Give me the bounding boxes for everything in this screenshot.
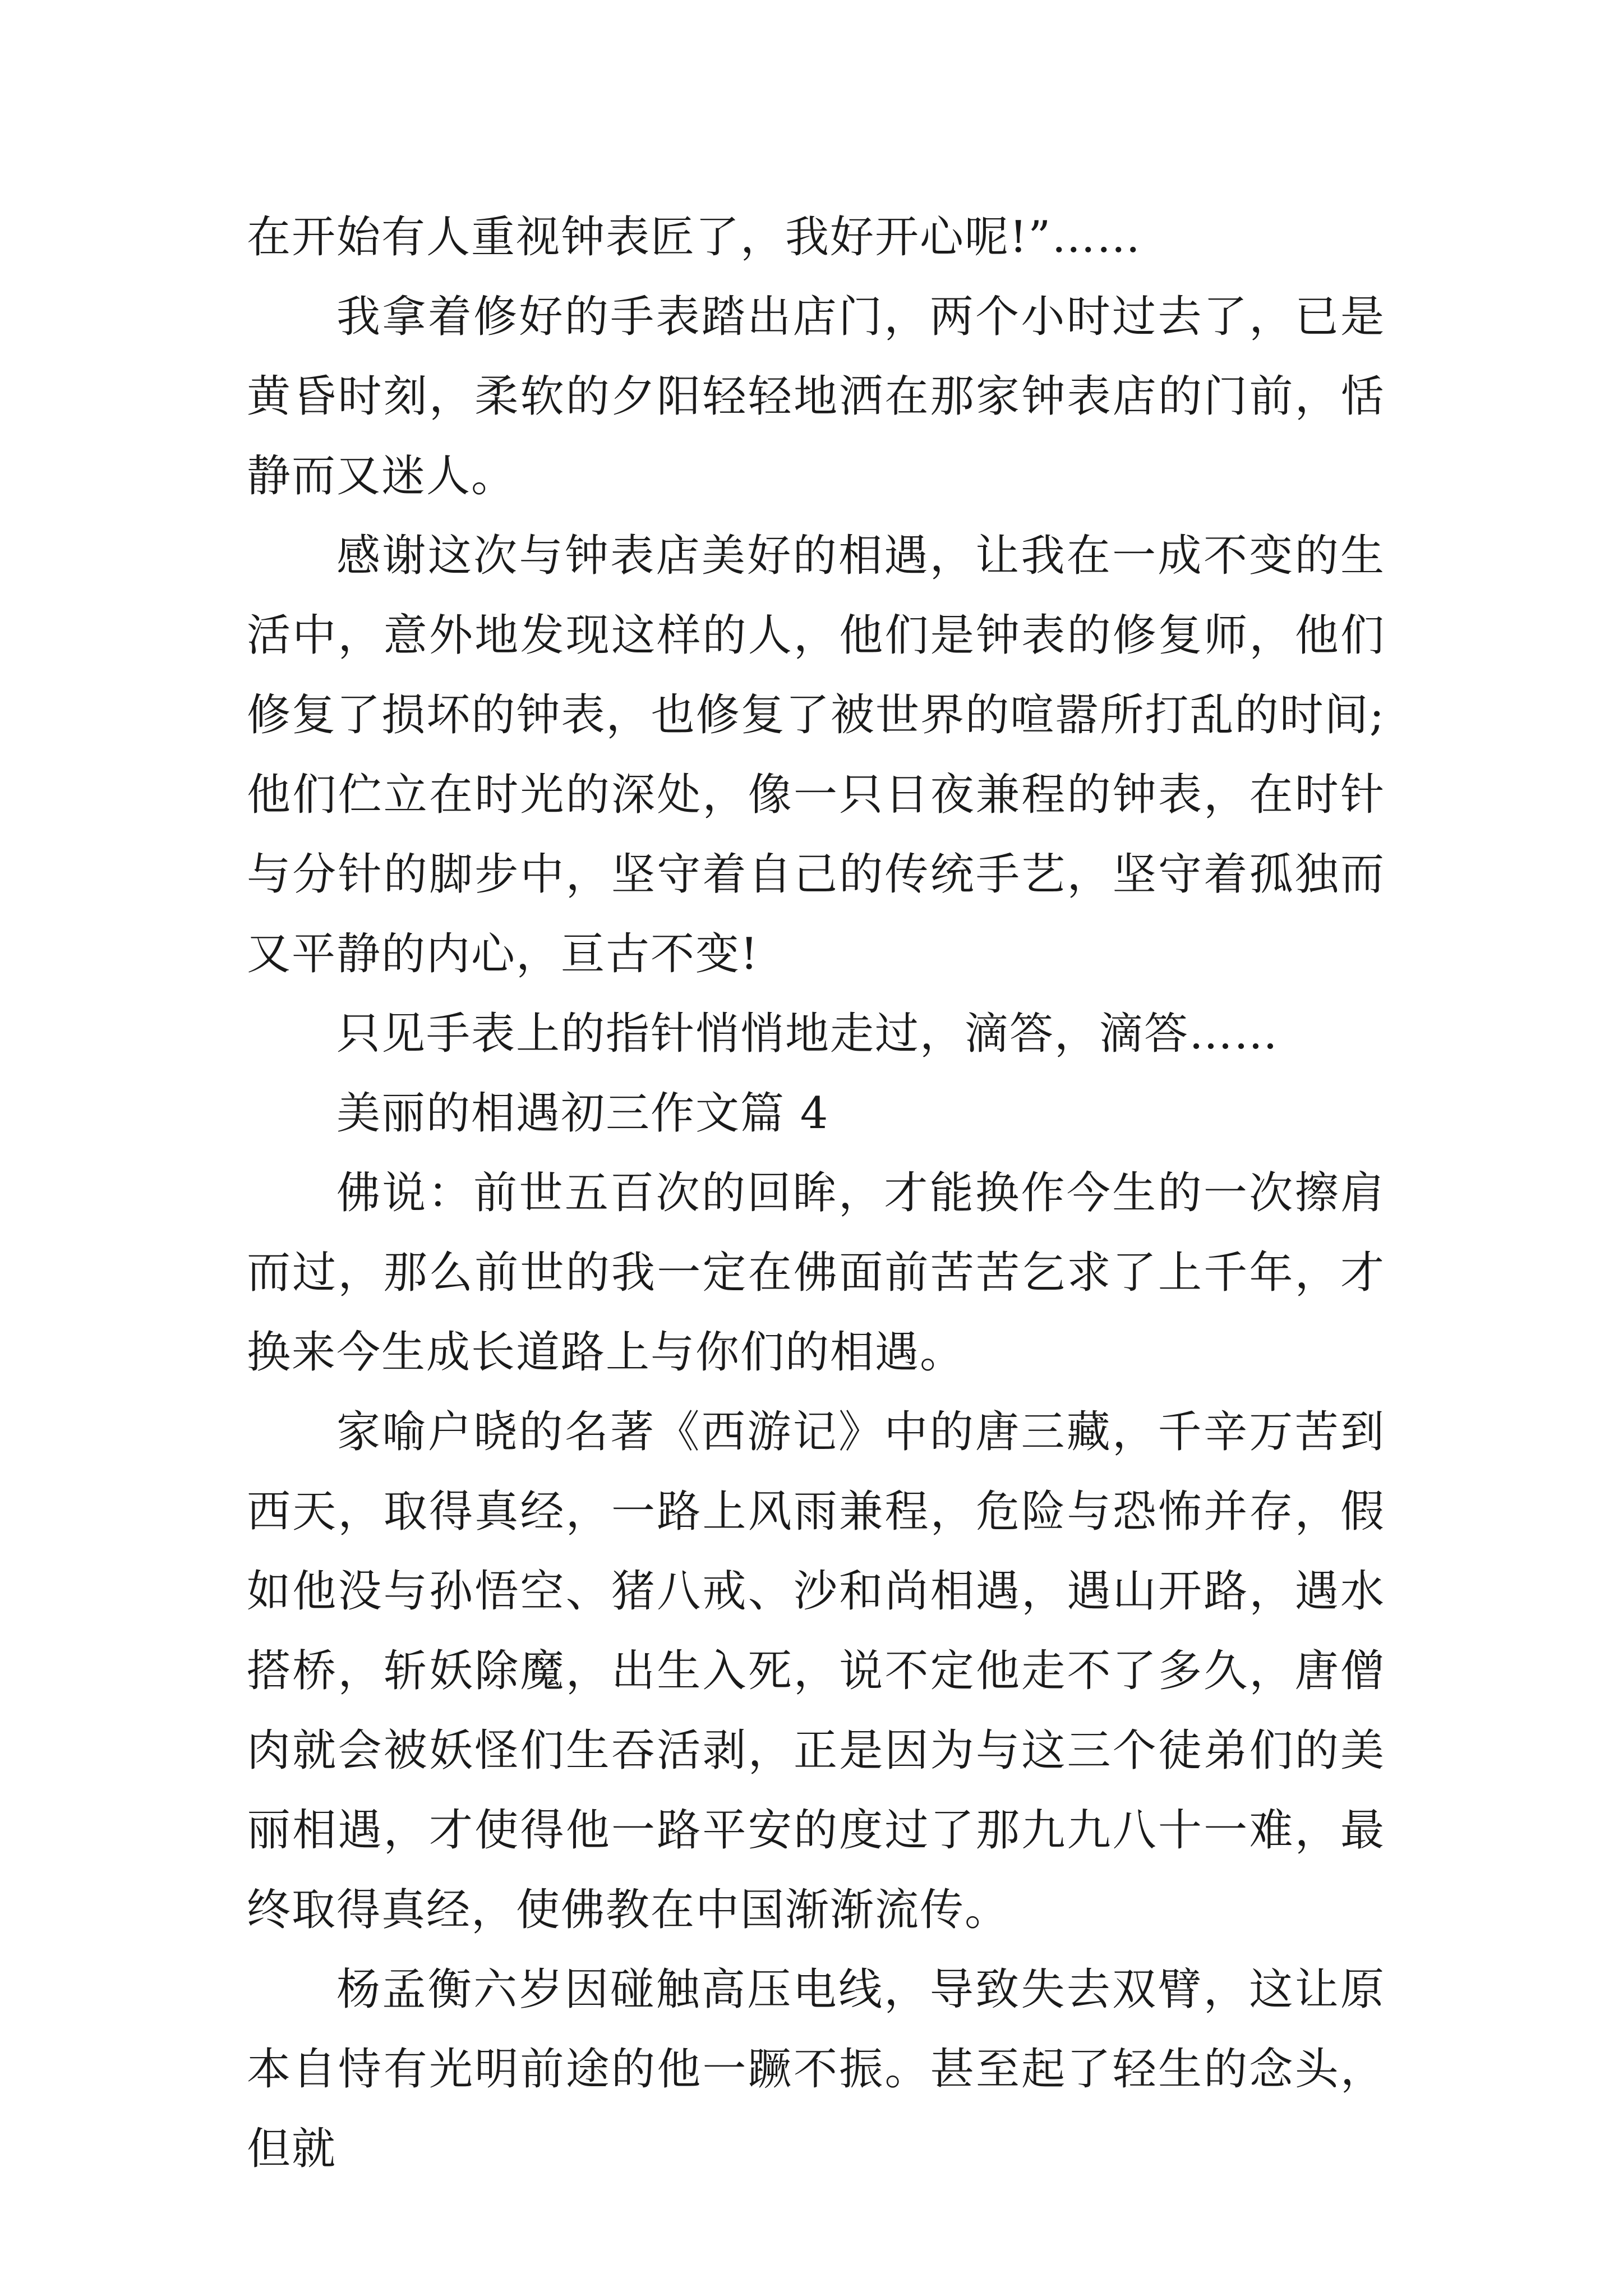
section-heading: 美丽的相遇初三作文篇 4 — [336, 1088, 829, 1139]
paragraph: 我拿着修好的手表踏出店门，两个小时过去了，已是黄昏时刻，柔软的夕阳轻轻地洒在那家钟表店的门前，恬静而又迷人。 — [247, 292, 1385, 501]
paragraph: 杨孟衡六岁因碰触高压电线，导致失去双臂，这让原本自恃有光明前途的他一蹶不振。甚至起了轻生的念头，但就 — [247, 1964, 1385, 2174]
document-body — [247, 197, 1385, 2189]
paragraph: 在开始有人重视钟表匠了，我好开心呢!”…… — [247, 212, 1142, 263]
paragraph: 佛说：前世五百次的回眸，才能换作今生的一次擦肩而过，那么前世的我一定在佛面前苦苦乞求了上千年，才换来今生成长道路上与你们的相遇。 — [247, 1168, 1385, 1378]
paragraph: 感谢这次与钟表店美好的相遇，让我在一成不变的生活中，意外地发现这样的人，他们是钟表的修复师，他们修复了损坏的钟表，也修复了被世界的喧嚣所打乱的时间;他们伫立在时光的深处，像一只日夜兼程的钟表，在时针与分针的脚步中，坚守着自己的传统手艺，坚守着孤独而又平静的内心，亘古不变! — [247, 531, 1385, 979]
paragraph: 只见手表上的指针悄悄地走过，滴答，滴答…… — [336, 1009, 1279, 1059]
paragraph: 家喻户晓的名著《西游记》中的唐三藏，千辛万苦到西天，取得真经，一路上风雨兼程，危险与恐怖并存，假如他没与孙悟空、猪八戒、沙和尚相遇，遇山开路，遇水搭桥，斩妖除魔，出生入死，说不定他走不了多久，唐僧肉就会被妖怪们生吞活剥，正是因为与这三个徒弟们的美丽相遇，才使得他一路平安的度过了那九九八十一难，最终取得真经，使佛教在中国渐渐流传。 — [247, 1407, 1385, 1935]
